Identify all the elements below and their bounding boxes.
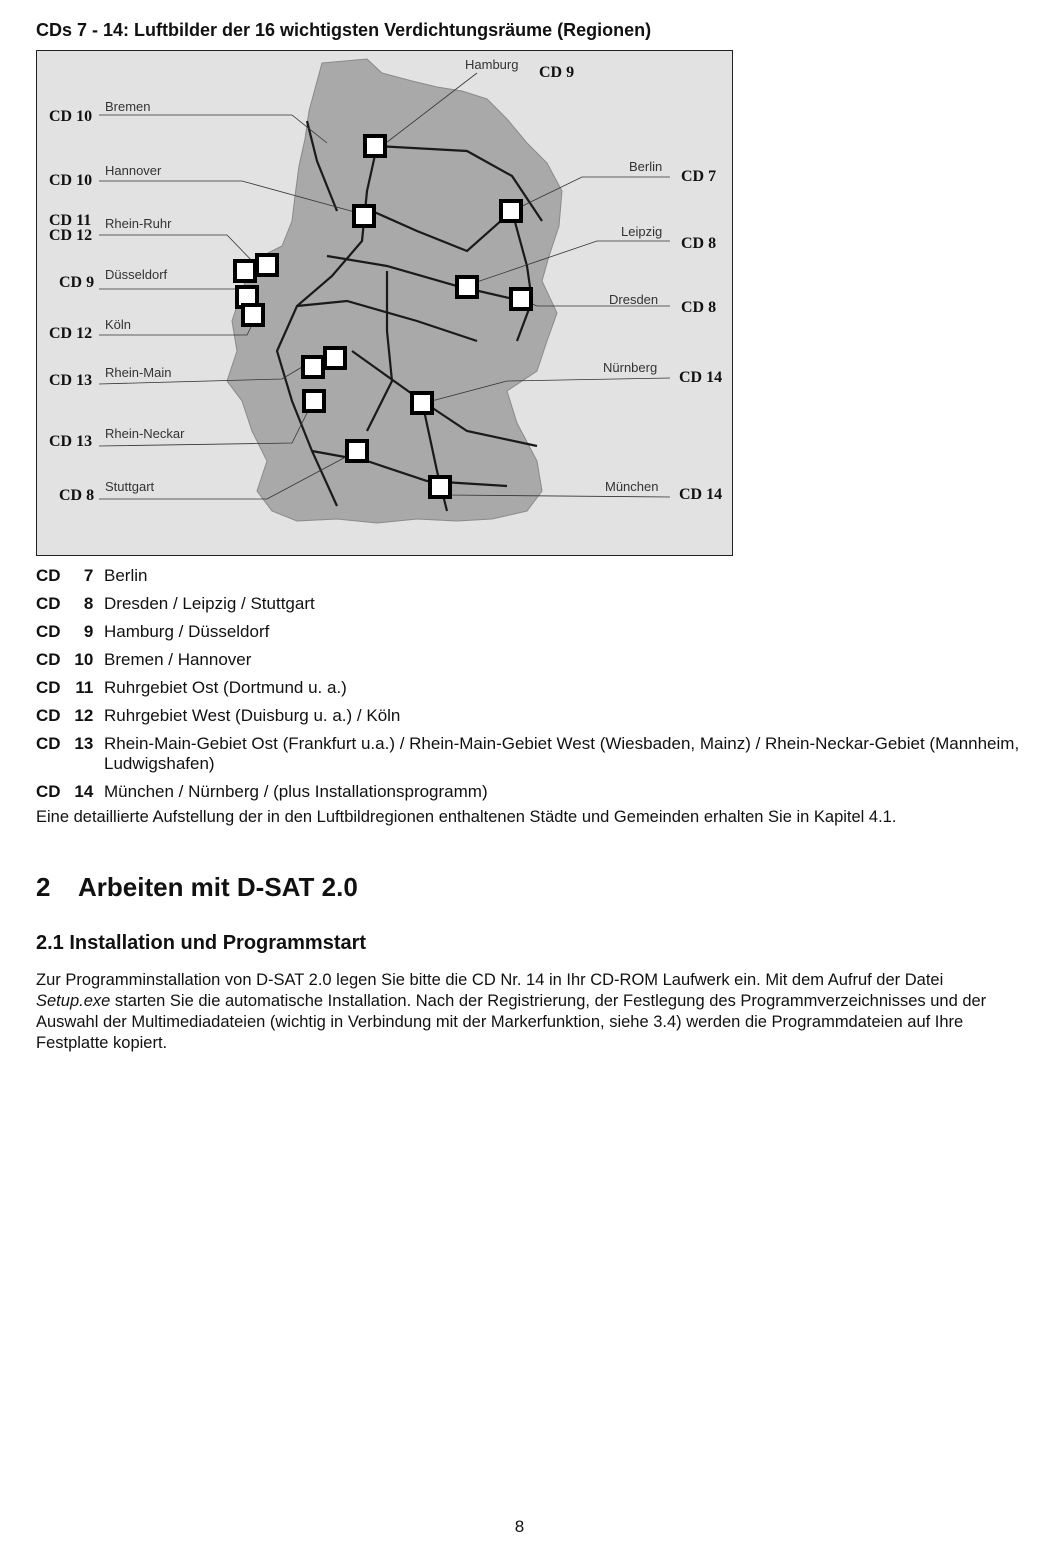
legend-num: 11: [75, 678, 94, 697]
legend-row: [36, 566, 1026, 586]
marker-leipzig: [457, 277, 477, 297]
marker-rhein-main-west: [303, 357, 323, 377]
legend-cd: CD: [36, 706, 61, 725]
cd-leipzig: CD 8: [681, 235, 717, 252]
marker-dresden: [511, 289, 531, 309]
paragraph-part2: starten Sie die automatische Installation. Nach der Registrierung, der Festlegung des Programmverzeichnisses und der Auswahl der Multimediadateien (wichtig in Verbindung mit der Markerfunktion, siehe 3.4) werden die Programmdateien auf Ihre Festplatte kopiert.: [36, 992, 987, 1052]
label-nuernberg: Nürnberg: [603, 360, 658, 375]
legend-row: [36, 650, 1026, 670]
legend-row: [36, 678, 1026, 698]
label-rhein-neckar: Rhein-Neckar: [105, 426, 185, 441]
paragraph-part1: Zur Programminstallation von D-SAT 2.0 legen Sie bitte die CD Nr. 14 in Ihr CD-ROM Laufwerk ein. Mit dem Aufruf der Datei: [36, 971, 944, 989]
label-koeln: Köln: [105, 317, 132, 332]
label-berlin: Berlin: [629, 159, 663, 174]
legend-row: [36, 782, 1026, 802]
marker-hannover: [354, 206, 374, 226]
marker-rhein-neckar: [304, 391, 324, 411]
marker-nuernberg: [412, 393, 432, 413]
cd-legend: [36, 566, 1026, 827]
cd-rhein-ruhr-11: CD 11: [49, 212, 92, 229]
section-heading: [36, 872, 358, 903]
legend-desc: Dresden / Leipzig / Stuttgart: [104, 594, 315, 613]
legend-desc: München / Nürnberg / (plus Installationsprogramm): [104, 782, 488, 801]
marker-rhein-main-ost: [325, 348, 345, 368]
label-rhein-ruhr: Rhein-Ruhr: [105, 216, 172, 231]
cd-rhein-neckar: CD 13: [49, 433, 93, 450]
legend-cd: CD: [36, 594, 61, 613]
legend-desc: Ruhrgebiet West (Duisburg u. a.) / Köln: [104, 706, 401, 725]
cd-dresden: CD 8: [681, 299, 717, 316]
legend-cd: CD: [36, 622, 61, 641]
legend-desc: Hamburg / Düsseldorf: [104, 622, 270, 641]
marker-ruhr-west: [235, 261, 255, 281]
legend-num: 12: [74, 706, 94, 725]
legend-desc: Ruhrgebiet Ost (Dortmund u. a.): [104, 678, 347, 697]
legend-row: [36, 734, 1026, 774]
cd-koeln: CD 12: [49, 325, 93, 342]
cd-rhein-ruhr-12: CD 12: [49, 227, 93, 244]
germany-map: [36, 50, 733, 556]
cd-hamburg: CD 9: [539, 64, 575, 81]
legend-desc: Bremen / Hannover: [104, 650, 252, 669]
legend-desc: Berlin: [104, 566, 148, 585]
marker-stuttgart: [347, 441, 367, 461]
label-leipzig: Leipzig: [621, 224, 663, 239]
cd-stuttgart: CD 8: [59, 487, 95, 504]
label-dresden: Dresden: [609, 292, 659, 307]
legend-num: 10: [74, 650, 94, 669]
label-hamburg: Hamburg: [465, 57, 519, 72]
legend-desc: Rhein-Main-Gebiet Ost (Frankfurt u.a.) / Rhein-Main-Gebiet West (Wiesbaden, Mainz) / Rhein-Neckar-Gebiet (Mannheim, Ludwigshafen): [104, 734, 1020, 773]
legend-num: 14: [74, 782, 94, 801]
cd-nuernberg: CD 14: [679, 369, 723, 386]
subsection-heading: 2.1 Installation und Programmstart: [36, 932, 367, 954]
label-duesseldorf: Düsseldorf: [105, 267, 168, 282]
label-hannover: Hannover: [105, 163, 162, 178]
installation-paragraph: [36, 970, 1021, 1054]
page-number: 8: [514, 1517, 525, 1536]
legend-num: 7: [83, 566, 94, 585]
section-number: 2: [36, 872, 51, 902]
label-muenchen: München: [605, 479, 659, 494]
legend-row: [36, 594, 1026, 614]
cd-hannover: CD 10: [49, 172, 93, 189]
cd-berlin: CD 7: [681, 168, 717, 185]
cd-bremen: CD 10: [49, 108, 93, 125]
marker-berlin: [501, 201, 521, 221]
legend-cd: CD: [36, 678, 61, 697]
marker-muenchen: [430, 477, 450, 497]
figure-title: CDs 7 - 14: Luftbilder der 16 wichtigsten Verdichtungsräume (Regionen): [36, 20, 652, 40]
legend-row: [36, 706, 1026, 726]
cd-rhein-main: CD 13: [49, 372, 93, 389]
label-rhein-main: Rhein-Main: [105, 365, 172, 380]
marker-ruhr-ost: [257, 255, 277, 275]
legend-cd: CD: [36, 566, 61, 585]
legend-row: [36, 622, 1026, 642]
label-stuttgart: Stuttgart: [105, 479, 155, 494]
setup-filename: Setup.exe: [36, 992, 111, 1010]
cd-duesseldorf: CD 9: [59, 274, 95, 291]
cd-muenchen: CD 14: [679, 486, 723, 503]
marker-hamburg: [365, 136, 385, 156]
label-bremen: Bremen: [105, 99, 151, 114]
section-title: Arbeiten mit D-SAT 2.0: [78, 872, 358, 902]
legend-cd: CD: [36, 734, 61, 753]
chapter-note: Eine detaillierte Aufstellung der in den Luftbildregionen enthaltenen Städte und Gemeinden erhalten Sie in Kapitel 4.1.: [36, 808, 897, 826]
legend-num: 9: [83, 622, 94, 641]
legend-num: 8: [83, 594, 94, 613]
legend-num: 13: [74, 734, 94, 753]
legend-cd: CD: [36, 650, 61, 669]
marker-koeln: [243, 305, 263, 325]
legend-cd: CD: [36, 782, 61, 801]
